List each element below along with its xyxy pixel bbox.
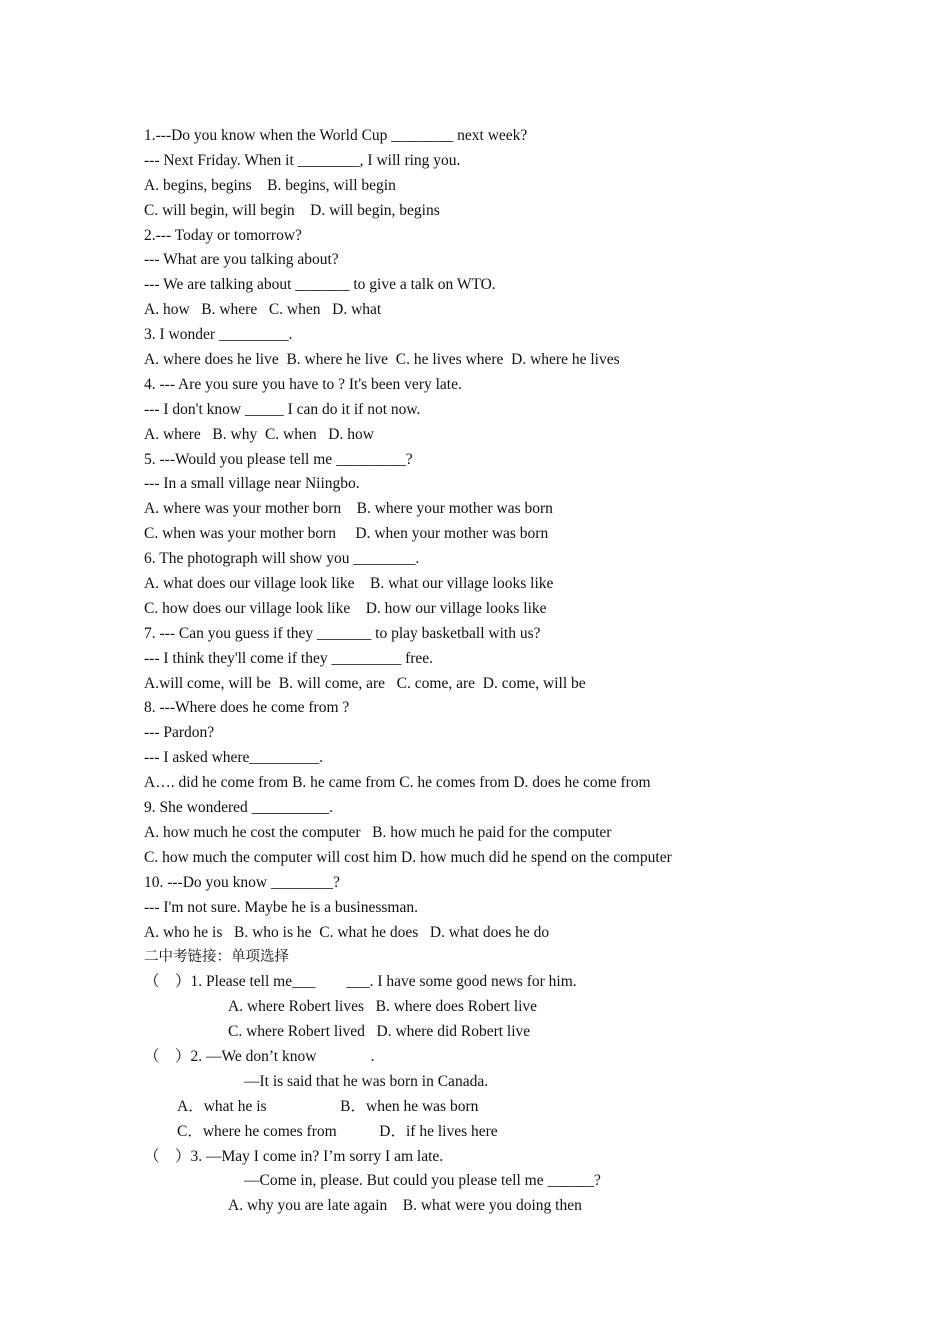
option-line: A. where was your mother born B. where your mother was born bbox=[144, 500, 553, 518]
exam-dialogue-line: —It is said that he was born in Canada. bbox=[244, 1072, 489, 1090]
question-line: --- We are talking about _______ to give a talk on WTO. bbox=[144, 276, 496, 294]
question-line: --- Pardon? bbox=[144, 724, 215, 742]
exam-option-line: A．what he is B．when he was born bbox=[177, 1097, 479, 1115]
exam-option-line: A. why you are late again B. what were you doing then bbox=[228, 1197, 582, 1215]
question-line: 8. ---Where does he come from ? bbox=[144, 699, 350, 717]
exam-option-line: A. where Robert lives B. where does Robert live bbox=[228, 998, 538, 1016]
option-line: A.will come, will be B. will come, are C. come, are D. come, will be bbox=[144, 674, 586, 692]
exam-dialogue-line: —Come in, please. But could you please tell me ______? bbox=[244, 1172, 601, 1190]
question-line: 10. ---Do you know ________? bbox=[144, 873, 340, 891]
exam-question-line: （ ）2. —We don’t know . bbox=[144, 1047, 375, 1065]
option-line: C. how much the computer will cost him D. how much did he spend on the computer bbox=[144, 848, 672, 866]
question-line: 7. --- Can you guess if they _______ to play basketball with us? bbox=[144, 624, 541, 642]
option-line: A. begins, begins B. begins, will begin bbox=[144, 176, 396, 194]
option-line: A…. did he come from B. he came from C. he comes from D. does he come from bbox=[144, 774, 651, 792]
question-line: --- I'm not sure. Maybe he is a businessman. bbox=[144, 898, 418, 916]
exam-option-line: C．where he comes from D．if he lives here bbox=[177, 1122, 498, 1140]
question-line: 6. The photograph will show you ________. bbox=[144, 550, 420, 568]
question-line: 4. --- Are you sure you have to ? It's been very late. bbox=[144, 375, 462, 393]
option-line: A. how much he cost the computer B. how much he paid for the computer bbox=[144, 823, 612, 841]
exam-link-list bbox=[0, 970, 950, 1219]
option-line: A. how B. where C. when D. what bbox=[144, 301, 382, 319]
question-line: --- In a small village near Niingbo. bbox=[144, 475, 360, 493]
question-line: 2.--- Today or tomorrow? bbox=[144, 226, 302, 244]
option-line: A. who he is B. who is he C. what he does D. what does he do bbox=[144, 923, 550, 941]
worksheet-content bbox=[0, 124, 950, 1219]
question-line: --- I asked where_________. bbox=[144, 749, 324, 767]
option-line: C. when was your mother born D. when your mother was born bbox=[144, 525, 549, 543]
question-list bbox=[0, 124, 950, 945]
option-line: C. will begin, will begin D. will begin, begins bbox=[144, 201, 440, 219]
exam-option-line: C. where Robert lived D. where did Robert live bbox=[228, 1023, 531, 1041]
question-line: --- I don't know _____ I can do it if not now. bbox=[144, 400, 421, 418]
question-line: 3. I wonder _________. bbox=[144, 326, 293, 344]
exam-question-line: （ ）3. —May I come in? I’m sorry I am late. bbox=[144, 1147, 444, 1165]
question-line: 9. She wondered __________. bbox=[144, 799, 333, 817]
option-line: A. where B. why C. when D. how bbox=[144, 425, 374, 443]
question-line: 5. ---Would you please tell me _________? bbox=[144, 450, 413, 468]
question-line: --- Next Friday. When it ________, I will ring you. bbox=[144, 151, 461, 169]
question-line: --- What are you talking about? bbox=[144, 251, 339, 269]
section-title: 二中考链接：单项选择 bbox=[144, 949, 289, 966]
option-line: C. how does our village look like D. how our village looks like bbox=[144, 599, 547, 617]
option-line: A. what does our village look like B. what our village looks like bbox=[144, 575, 554, 593]
option-line: A. where does he live B. where he live C. he lives where D. where he lives bbox=[144, 351, 620, 369]
question-line: 1.---Do you know when the World Cup ________ next week? bbox=[144, 127, 528, 144]
question-line: --- I think they'll come if they _________ free. bbox=[144, 649, 434, 667]
exam-question-line: （ ）1. Please tell me___ ___. I have some good news for him. bbox=[144, 973, 577, 991]
